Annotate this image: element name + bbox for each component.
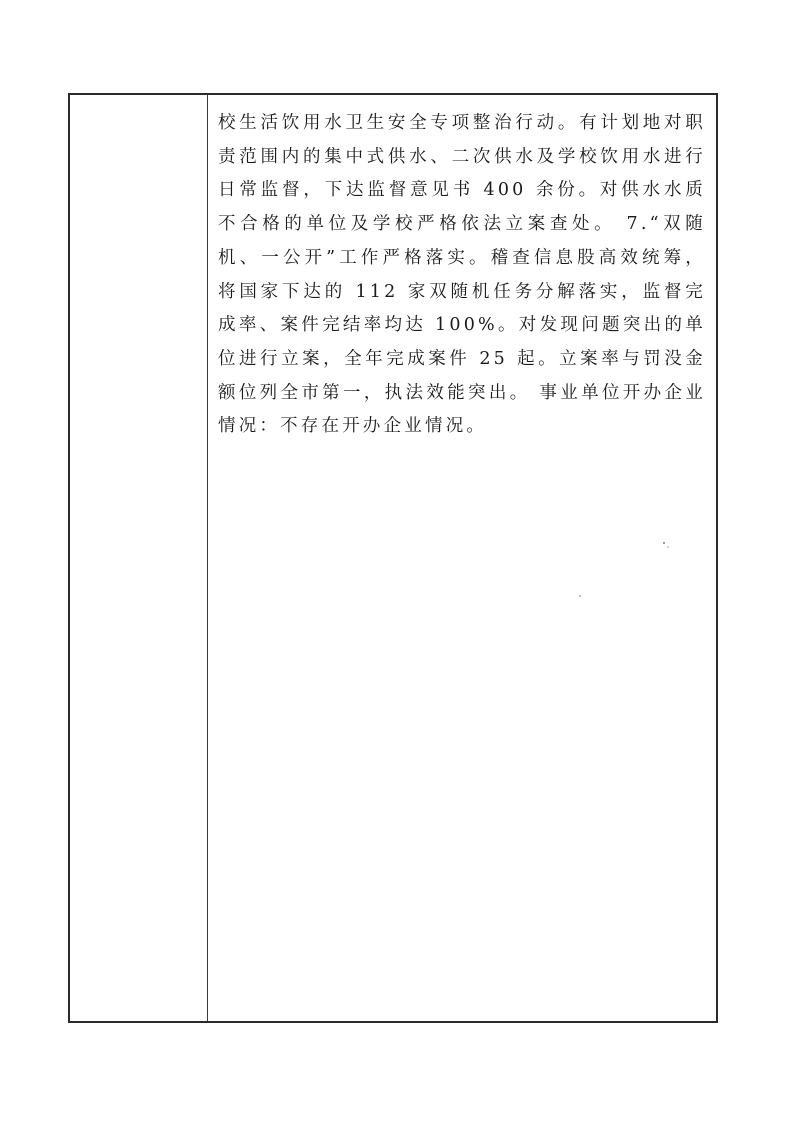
content-cell xyxy=(208,95,716,1021)
report-table xyxy=(68,93,718,1023)
label-cell xyxy=(70,95,208,1021)
body-paragraph: 校生活饮用水卫生安全专项整治行动。有计划地对职责范围内的集中式供水、二次供水及学校饮用水进行日常监督，下达监督意见书 400 余份。对供水水质不合格的单位及学校严格依法立案查处。 7.“双随机、一公开”工作严格落实。稽查信息股高效统筹，将国家下达的 112 家双随机任务分解落实，监督完成率、案件完结率均达 100%。对发现问题突出的单位进行立案，全年完成案件 25 起。立案率与罚没金额位列全市第一，执法效能突出。 事业单位开办企业情况：不存在开办企业情况。 xyxy=(218,113,706,437)
